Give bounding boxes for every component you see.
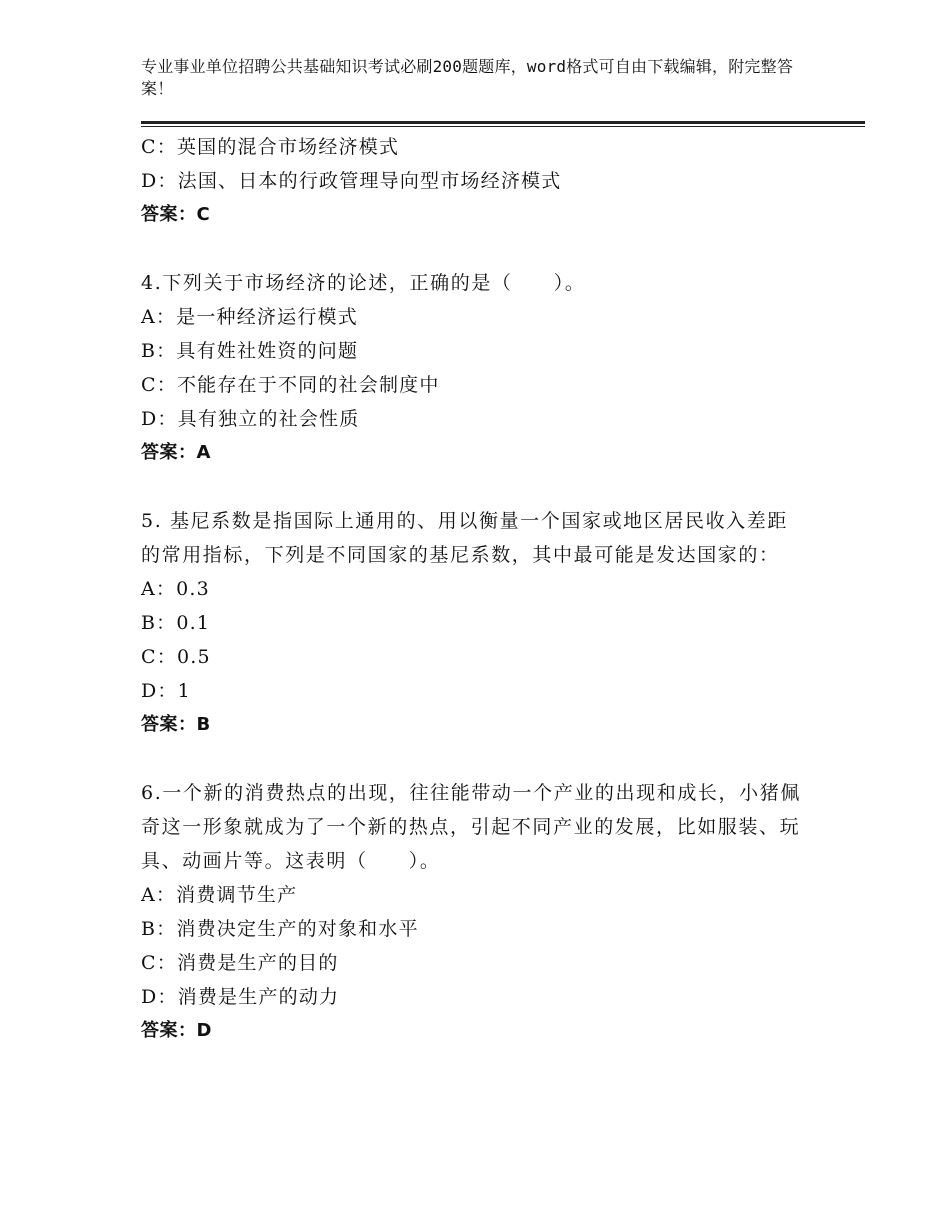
option-d: D：具有独立的社会性质 xyxy=(141,408,360,430)
question-block-6 xyxy=(141,776,821,1048)
answer-label: 答案：B xyxy=(141,714,211,735)
option-b: B：具有姓社姓资的问题 xyxy=(141,340,359,362)
option-c: C：消费是生产的目的 xyxy=(141,952,339,974)
question-list xyxy=(141,130,821,1048)
spacer xyxy=(141,742,821,776)
header-rule-thick xyxy=(141,121,865,124)
option-d: D：法国、日本的行政管理导向型市场经济模式 xyxy=(141,170,562,192)
option-b: B：消费决定生产的对象和水平 xyxy=(141,918,419,940)
option-c: C：英国的混合市场经济模式 xyxy=(141,136,400,158)
answer-label: 答案：C xyxy=(141,204,211,225)
option-c: C：不能存在于不同的社会制度中 xyxy=(141,374,440,396)
option-b: B：0.1 xyxy=(141,612,211,634)
answer-label: 答案：D xyxy=(141,1020,212,1041)
spacer xyxy=(141,470,821,504)
option-a: A：0.3 xyxy=(141,578,210,600)
answer-label: 答案：A xyxy=(141,442,211,463)
option-d: D：消费是生产的动力 xyxy=(141,986,340,1008)
option-c: C：0.5 xyxy=(141,646,211,668)
question-block-5 xyxy=(141,504,821,742)
question-stem: 6.一个新的消费热点的出现，往往能带动一个产业的出现和成长，小猪佩奇这一形象就成为了一个新的热点，引起不同产业的发展，比如服装、玩具、动画片等。这表明（ ）。 xyxy=(141,782,801,872)
spacer xyxy=(141,232,821,266)
page-header: 专业事业单位招聘公共基础知识考试必刷200题题库，word格式可自由下载编辑，附完整答案！ xyxy=(141,57,794,98)
question-stem: 4.下列关于市场经济的论述，正确的是（ ）。 xyxy=(141,272,586,294)
question-block-4 xyxy=(141,266,821,470)
option-a: A：是一种经济运行模式 xyxy=(141,306,358,328)
option-d: D：1 xyxy=(141,680,191,702)
header-rule-thin xyxy=(141,126,865,127)
question-block-prev xyxy=(141,130,821,232)
question-stem: 5. 基尼系数是指国际上通用的、用以衡量一个国家或地区居民收入差距的常用指标，下列是不同国家的基尼系数，其中最可能是发达国家的： xyxy=(141,510,788,566)
option-a: A：消费调节生产 xyxy=(141,884,298,906)
